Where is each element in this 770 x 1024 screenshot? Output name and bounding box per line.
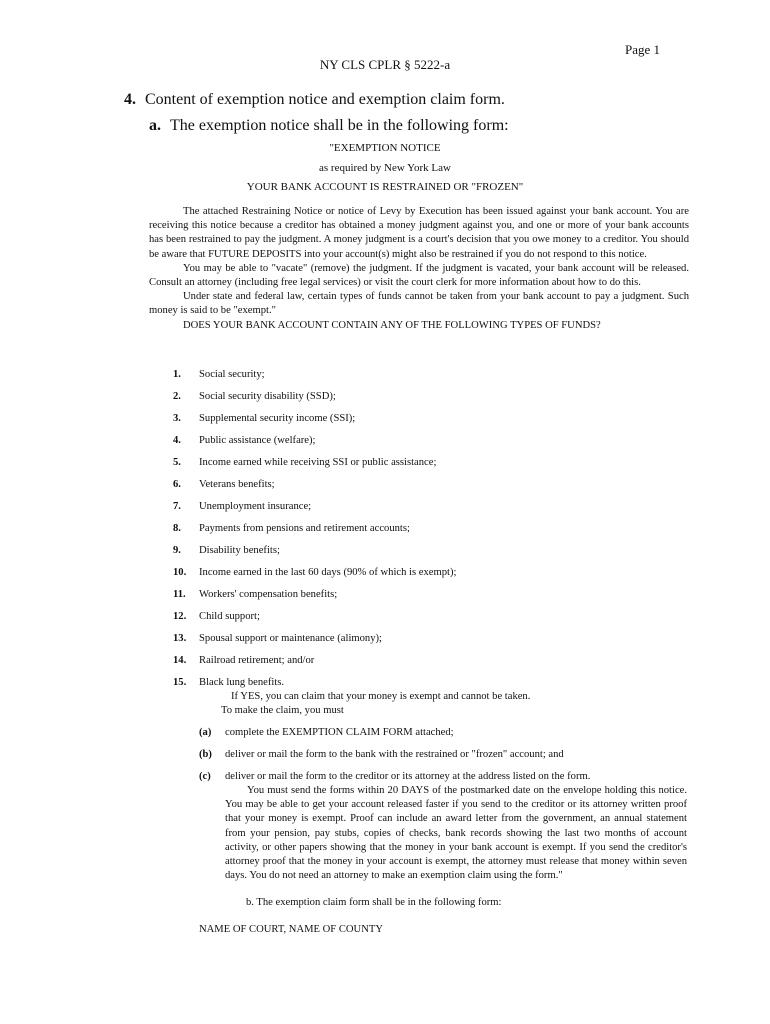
make-claim-line: To make the claim, you must [221,705,344,716]
step-text: complete the EXEMPTION CLAIM FORM attached; [225,727,454,738]
list-item-number: 2. [173,391,181,402]
notice-paragraph-2: You may be able to "vacate" (remove) the judgment. If the judgment is vacated, your bank account will be released. Consult an attorney (including free legal services) or visit the court clerk for more information about how to do this. [149,262,689,289]
list-item [173,632,653,654]
step-label: (a) [199,727,212,738]
list-item-number: 11. [173,589,186,600]
notice-paragraph-1: The attached Restraining Notice or notice of Levy by Execution has been issued against your bank account. You are receiving this notice because a creditor has obtained a money judgment against you, and one or more of your bank accounts has been restrained to pay the judgment. A money judgment is a court's decision that you owe money to a creditor. You should be aware that FUTURE DEPOSITS into your account(s) might also be restrained if you do not respond to this notice. [149,206,689,260]
list-item-number: 14. [173,655,187,666]
list-item-number: 1. [173,369,181,380]
list-item [173,456,653,478]
list-item [173,368,653,390]
list-item-text: Income earned in the last 60 days (90% of which is exempt); [199,567,457,578]
list-item-number: 15. [173,677,187,688]
list-item-text: Unemployment insurance; [199,501,312,512]
page-number: Page 1 [624,42,660,57]
list-item-text: Social security disability (SSD); [199,391,336,402]
step-text: deliver or mail the form to the creditor or its attorney at the address listed on the form. [225,771,591,782]
claim-steps [199,726,689,792]
section-heading [124,91,505,109]
list-item [173,500,653,522]
list-item-text: Workers' compensation benefits; [199,589,338,600]
list-item [173,478,653,500]
section-title: Content of exemption notice and exemption claim form. [145,91,505,108]
list-item [173,610,653,632]
notice-banner: YOUR BANK ACCOUNT IS RESTRAINED OR "FROZEN" [246,181,524,193]
list-item-text: Veterans benefits; [199,479,275,490]
list-item [199,770,689,784]
funds-question: DOES YOUR BANK ACCOUNT CONTAIN ANY OF THE FOLLOWING TYPES OF FUNDS? [183,319,601,331]
list-item-text: Child support; [199,611,260,622]
list-item-number: 9. [173,545,181,556]
step-text: deliver or mail the form to the bank with the restrained or "frozen" account; and [225,749,564,760]
list-item-number: 4. [173,435,181,446]
list-item-text: Spousal support or maintenance (alimony); [199,633,382,644]
list-item-text: Income earned while receiving SSI or public assistance; [199,457,437,468]
subsection-heading [149,117,509,135]
list-item [173,588,653,610]
list-item [173,544,653,566]
list-item-text: Disability benefits; [199,545,280,556]
list-item-text: Black lung benefits. [199,677,285,688]
section-number: 4. [124,91,136,108]
subsection-title: The exemption notice shall be in the following form: [170,117,509,134]
fund-type-list [173,368,653,698]
step-label: (b) [199,749,212,760]
list-item-number: 8. [173,523,181,534]
if-yes-line: If YES, you can claim that your money is exempt and cannot be taken. [231,691,531,702]
list-item-number: 6. [173,479,181,490]
claim-form-intro: b. The exemption claim form shall be in the following form: [246,897,502,908]
notice-title: "EXEMPTION NOTICE [329,142,441,154]
statute-header: NY CLS CPLR § 5222-a [319,57,451,72]
list-item-text: Payments from pensions and retirement accounts; [199,523,410,534]
list-item-text: Railroad retirement; and/or [199,655,315,666]
list-item-number: 5. [173,457,181,468]
list-item-number: 7. [173,501,181,512]
list-item [173,390,653,412]
list-item [199,748,689,762]
notice-subtitle: as required by New York Law [319,162,451,174]
list-item [173,566,653,588]
list-item-text: Supplemental security income (SSI); [199,413,356,424]
list-item [199,726,689,740]
court-name-line: NAME OF COURT, NAME OF COUNTY [199,924,383,935]
list-item-text: Public assistance (welfare); [199,435,316,446]
subsection-number: a. [149,117,161,134]
list-item [173,654,653,676]
deadline-paragraph: You must send the forms within 20 DAYS of the postmarked date on the envelope holding this notice. You may be able to get your account released faster if you send to the creditor or its attorney written proof that your money is exempt. Proof can include an award letter from the government, an annual statement from your pension, pay stubs, copies of checks, bank records showing the last two months of account activity, or other papers showing that the money in your bank account is exempt. If you send the creditor's attorney proof that the money in your account is exempt, the attorney must release that money within seven days. You do not need an attorney to make an exemption claim using the form." [225,785,687,882]
notice-paragraph-3: Under state and federal law, certain types of funds cannot be taken from your bank account to pay a judgment. Such money is said to be "exempt." [149,291,689,317]
list-item [173,434,653,456]
list-item-number: 3. [173,413,181,424]
list-item-number: 13. [173,633,187,644]
list-item [173,412,653,434]
step-label: (c) [199,771,211,782]
list-item-number: 12. [173,611,187,622]
list-item-text: Social security; [199,369,265,380]
list-item-number: 10. [173,567,187,578]
notice-body [149,205,689,333]
list-item [173,522,653,544]
